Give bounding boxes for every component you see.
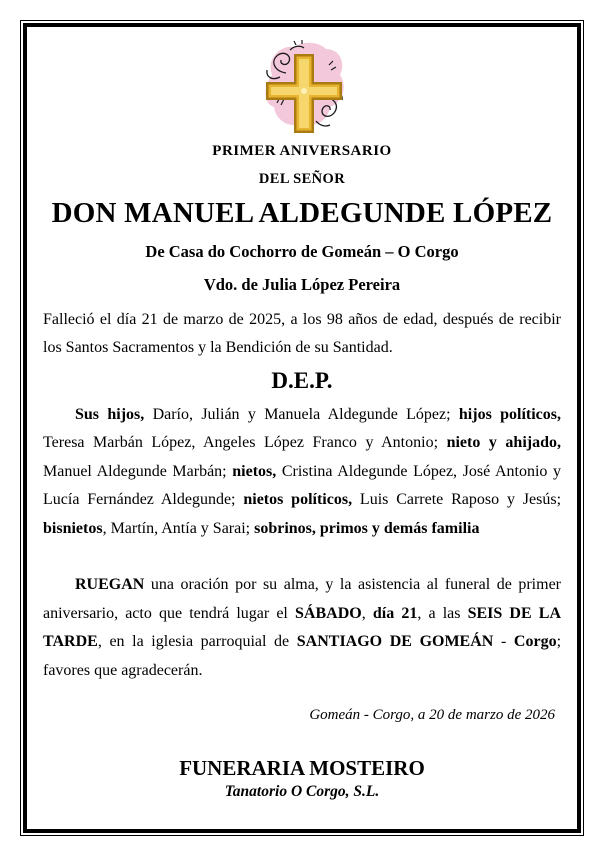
funeral-notice-content [27, 27, 577, 829]
funeral-home-subsidiary: Tanatorio O Corgo, S.L. [224, 783, 380, 801]
funeral-home-name: FUNERARIA MOSTEIRO [179, 756, 425, 781]
family-paragraph: Sus hijos, Darío, Julián y Manuela Aldegunde López; hijos políticos, Teresa Marbán López, Angeles López Franco y Antonio; nieto y ahijado, Manuel Aldegunde Marbán; nietos, Cristina Aldegunde López, José Antonio y Lucía Fernández Aldegunde; nietos políticos, Luis Carrete Raposo y Jesús; bisnietos, Martín, Antía y Sarai; sobrinos, primos y demás familia [43, 406, 562, 537]
house-origin: De Casa do Cochorro de Gomeán – O Corgo [145, 242, 459, 261]
spouse-line: Vdo. de Julia López Pereira [203, 275, 401, 294]
funeral-notice-inner-frame [23, 23, 581, 833]
funeral-notice-card [20, 20, 584, 836]
honorific-heading: DEL SEÑOR [258, 171, 346, 187]
invitation-paragraph: RUEGAN una oración por su alma, y la asistencia al funeral de primer aniversario, acto que tendrá lugar el SÁBADO, día 21, a las SEIS DE LA TARDE, en la iglesia parroquial de SANTIAGO DE GOMEÁN - Corgo; favores que agradecerán. [43, 576, 562, 679]
death-notice-paragraph: Falleció el día 21 de marzo de 2025, a los 98 años de edad, después de recibir los Santos Sacramentos y la Bendición de su Santidad. [43, 311, 561, 356]
emblem-cross-sparkle [301, 88, 307, 94]
rip-label: D.E.P. [271, 368, 333, 393]
anniversary-heading: PRIMER ANIVERSARIO [212, 143, 392, 159]
deceased-name: DON MANUEL ALDEGUNDE LÓPEZ [51, 197, 553, 229]
place-and-date: Gomeán - Corgo, a 20 de marzo de 2026 [309, 707, 555, 724]
emblem-container [43, 37, 561, 139]
golden-cross-icon [236, 37, 368, 139]
